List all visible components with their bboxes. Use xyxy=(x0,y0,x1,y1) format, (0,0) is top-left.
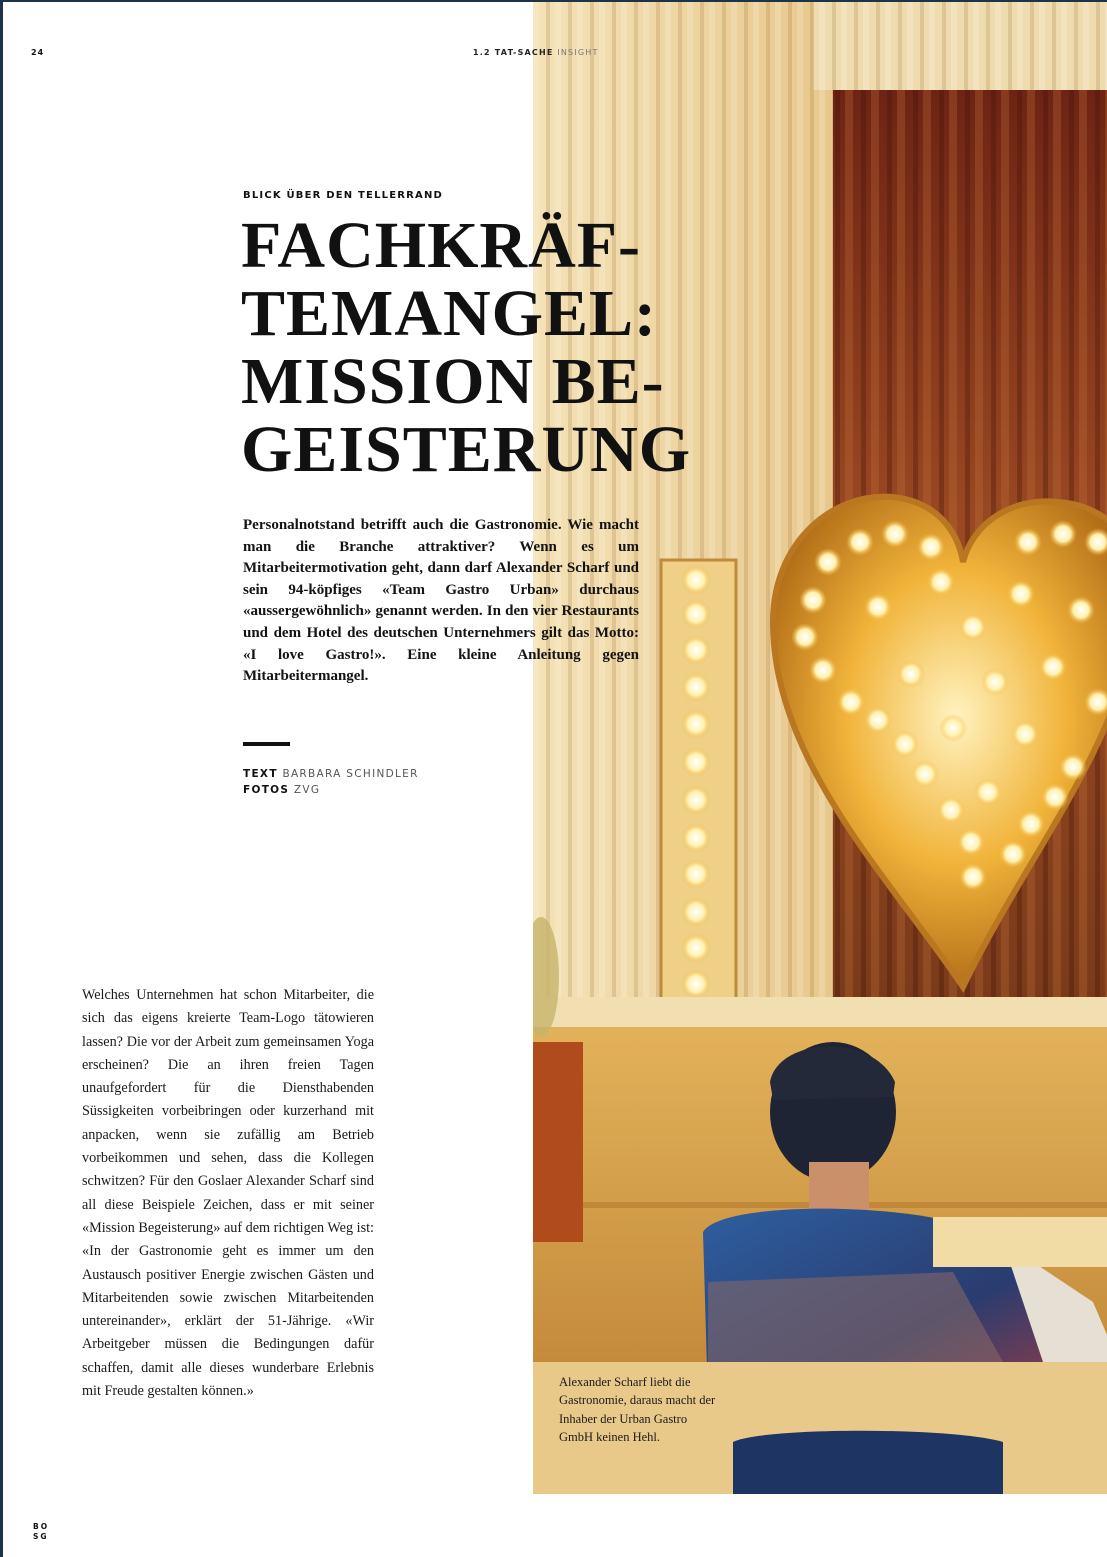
section-label xyxy=(473,48,599,57)
footer-mark-line: SG xyxy=(33,1532,49,1541)
section-label-light: INSIGHT xyxy=(557,48,599,57)
article-lead: Personalnotstand betrifft auch die Gastronomie. Wie macht man die Branche attraktiver? Wenn es um Mitarbeitermotivation geht, dann darf Alexander Scharf und sein 94-köpfiges «Team Gastro Urban» durchaus «aussergewöhnlich» genannt werden. In den vier Restaurants und dem Hotel des deutschen Unternehmers gilt das Motto: «I love Gastro!». Eine kleine Anleitung gegen Mitarbeitermangel. xyxy=(243,517,639,685)
article-headline xyxy=(241,209,741,486)
headline-line: GEISTERUNG xyxy=(241,413,692,486)
section-label-strong: 1.2 TAT-SACHE xyxy=(473,48,554,57)
headline-line: TEMANGEL: xyxy=(241,277,658,350)
text-credit-label: TEXT xyxy=(243,768,278,780)
footer-mark-line: BO xyxy=(33,1522,50,1531)
photo-caption: Alexander Scharf liebt die Gastronomie, daraus macht der Inhaber der Urban Gastro GmbH keinen Hehl. xyxy=(559,1375,716,1444)
headline-line: MISSION BE- xyxy=(241,345,665,418)
article-kicker: BLICK ÜBER DEN TELLERRAND xyxy=(243,190,444,201)
photo-credit-label: FOTOS xyxy=(243,784,290,796)
photo-credit-name: ZVG xyxy=(293,784,321,796)
text-credit-name: BARBARA SCHINDLER xyxy=(282,768,419,780)
photo-credit xyxy=(243,782,419,798)
text-credit xyxy=(243,766,419,782)
footer-mark xyxy=(33,1522,49,1542)
article-body: Welches Unternehmen hat schon Mitarbeiter, die sich das eigens kreierte Team-Logo tätowieren lassen? Die vor der Arbeit zum gemeinsamen Yoga erscheinen? Die an ihren freien Tagen unaufgefordert für die Diensthabenden Süssigkeiten vorbeibringen oder kurzerhand mit anpacken, wenn sie zufällig am Betrieb vorbeikommen und sehen, dass die Kollegen schwitzen? Für den Goslaer Alexander Scharf sind all diese Beispiele Zeichen, dass er mit seiner «Mission Begeisterung» auf dem richtigen Weg ist: «In der Gastronomie geht es immer um den Austausch positiver Energie zwischen Gästen und Mitarbeitenden sowie zwischen Mitarbeitenden untereinander», erklärt der 51-Jährige. «Wir Arbeitgeber müssen die Bedingungen dafür schaffen, damit alle dieses wunderbare Erlebnis mit Freude gestalten können.» xyxy=(82,987,374,1400)
article-credits xyxy=(243,766,419,798)
page-number: 24 xyxy=(31,48,45,57)
headline-line: FACHKRÄF- xyxy=(241,209,642,282)
divider-rule xyxy=(243,742,290,746)
